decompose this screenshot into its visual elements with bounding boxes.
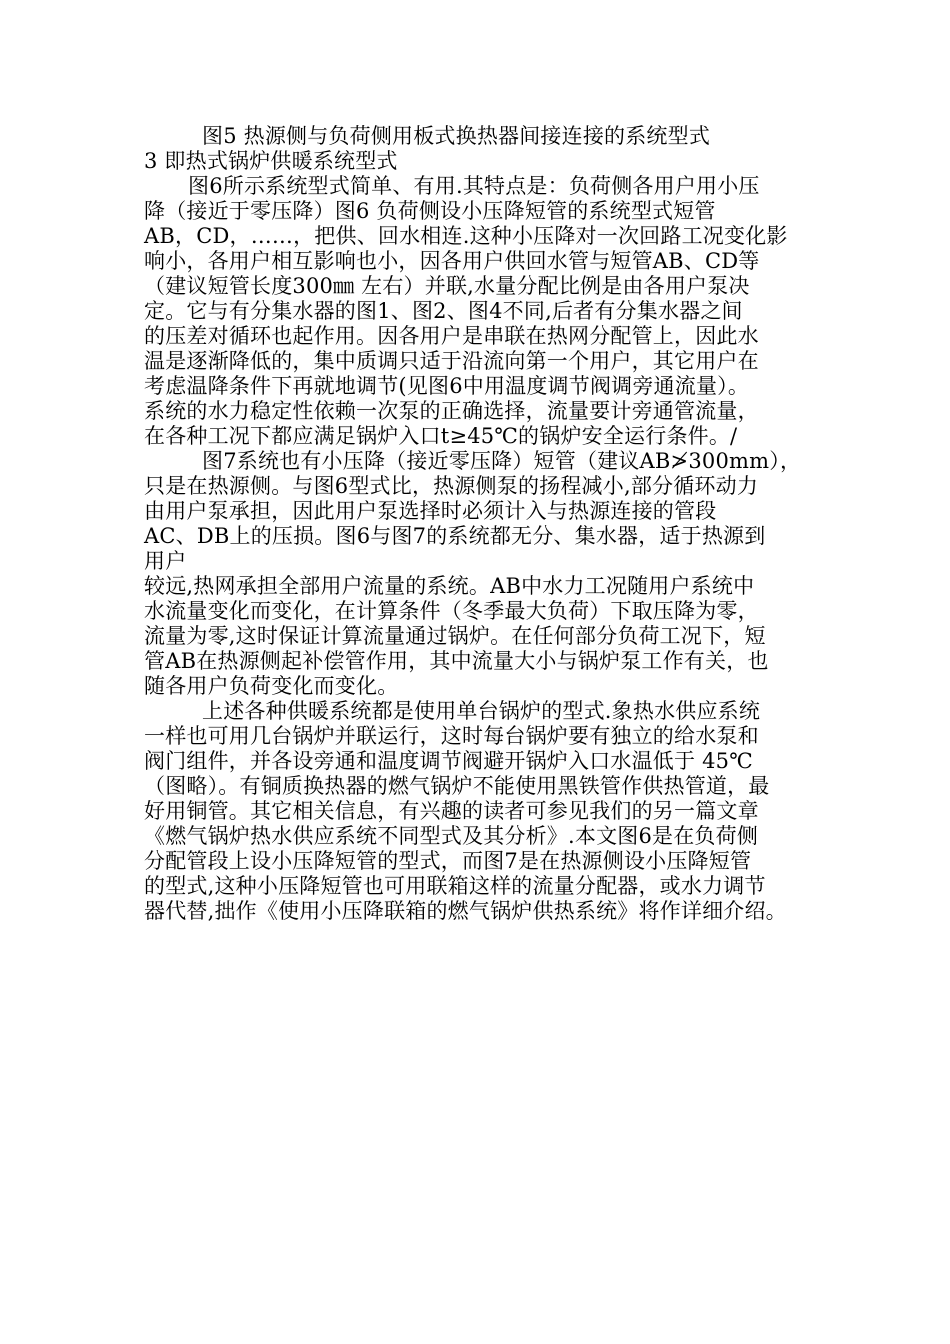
text-line: 定。它与有分集水器的图1、图2、图4不同,后者有分集水器之间 — [144, 299, 743, 323]
text-line: 随各用户负荷变化而变化。 — [144, 674, 399, 698]
text-line: 图7系统也有小压降（接近零压降）短管（建议AB≯300mm）， — [202, 449, 802, 473]
text-line: 较远,热网承担全部用户流量的系统。AB中水力工况随用户系统中 — [144, 574, 755, 598]
text-line: 好用铜管。其它相关信息，有兴趣的读者可参见我们的另一篇文章 — [144, 799, 759, 823]
text-line: 《燃气锅炉热水供应系统不同型式及其分析》.本文图6是在负荷侧 — [144, 824, 759, 848]
text-line: 一样也可用几台锅炉并联运行，这时每台锅炉要有独立的给水泵和 — [144, 724, 759, 748]
text-line: 用户 — [144, 549, 187, 573]
text-line: 温是逐渐降低的，集中质调只适于沿流向第一个用户，其它用户在 — [144, 349, 759, 373]
text-line: 管AB在热源侧起补偿管作用，其中流量大小与锅炉泵工作有关，也 — [144, 649, 769, 673]
document-body — [144, 124, 810, 924]
text-line: 响小，各用户相互影响也小，因各用户供回水管与短管AB、CD等 — [144, 249, 760, 273]
text-line: 的型式,这种小压降短管也可用联箱这样的流量分配器，或水力调节 — [144, 874, 766, 898]
text-line: 器代替,拙作《使用小压降联箱的燃气锅炉供热系统》将作详细介绍。 — [144, 899, 787, 923]
text-line: 在各种工况下都应满足锅炉入口t≥45℃的锅炉安全运行条件。/ — [144, 424, 738, 448]
text-line: 分配管段上设小压降短管的型式，而图7是在热源侧设小压降短管 — [144, 849, 752, 873]
text-line: 降（接近于零压降）图6 负荷侧设小压降短管的系统型式短管 — [144, 199, 716, 223]
text-line: 阀门组件，并各设旁通和温度调节阀避开锅炉入口水温低于 45℃ — [144, 749, 753, 773]
text-line: AB，CD，……，把供、回水相连.这种小压降对一次回路工况变化影 — [144, 224, 788, 248]
text-line: 系统的水力稳定性依赖一次泵的正确选择，流量要计旁通管流量， — [144, 399, 759, 423]
text-line: 的压差对循环也起作用。因各用户是串联在热网分配管上，因此水 — [144, 324, 759, 348]
text-line: 上述各种供暖系统都是使用单台锅炉的型式.象热水供应系统 — [202, 699, 761, 723]
text-line: 考虑温降条件下再就地调节(见图6中用温度调节阀调旁通流量）。 — [144, 374, 750, 398]
text-line: AC、DB上的压损。图6与图7的系统都无分、集水器，适于热源到 — [144, 524, 766, 548]
section-heading: 3 即热式锅炉供暖系统型式 — [144, 149, 398, 173]
figure-caption: 图5 热源侧与负荷侧用板式换热器间接连接的系统型式 — [202, 124, 711, 148]
text-line: 只是在热源侧。与图6型式比，热源侧泵的扬程减小,部分循环动力 — [144, 474, 759, 498]
text-line: 由用户泵承担，因此用户泵选择时必须计入与热源连接的管段 — [144, 499, 717, 523]
text-line: 水流量变化而变化，在计算条件（冬季最大负荷）下取压降为零， — [144, 599, 759, 623]
text-line: 图6所示系统型式简单、有用.其特点是：负荷侧各用户用小压 — [188, 174, 760, 198]
text-line: （建议短管长度300㎜ 左右）并联,水量分配比例是由各用户泵决 — [144, 274, 750, 298]
text-line: （图略）。有铜质换热器的燃气锅炉不能使用黑铁管作供热管道，最 — [144, 774, 770, 798]
text-line: 流量为零,这时保证计算流量通过锅炉。在任何部分负荷工况下，短 — [144, 624, 766, 648]
